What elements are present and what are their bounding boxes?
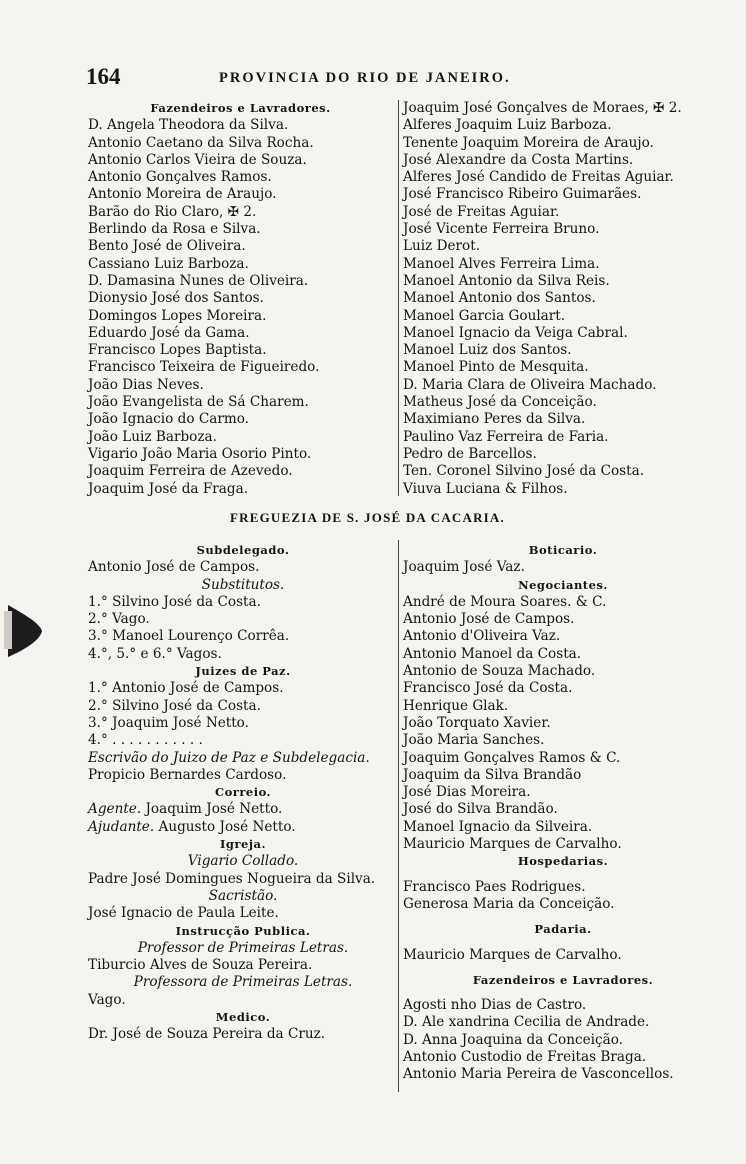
section-heading: Hospedarias. [517, 854, 609, 869]
list-item: Joaquim Ferreira de Azevedo. [88, 463, 293, 480]
list-item: Joaquim da Silva Brandão [403, 766, 582, 783]
page-header [86, 64, 706, 94]
section-heading: Padaria. [534, 922, 592, 937]
list-item: Pedro de Barcellos. [403, 445, 537, 462]
list-item: Tiburcio Alves de Souza Pereira. [88, 957, 313, 974]
subsection-heading: Sacristão. [208, 887, 278, 904]
list-item: Viuva Luciana & Filhos. [403, 480, 568, 497]
list-item: D. Angela Theodora da Silva. [88, 117, 289, 134]
subsection-heading: Professora de Primeiras Letras. [133, 974, 353, 991]
list-item: Alferes José Candido de Freitas Aguiar. [403, 169, 674, 186]
subsection-heading: Vigario Collado. [187, 853, 299, 870]
list-item: Manoel Antonio da Silva Reis. [403, 272, 610, 289]
list-item: José Francisco Ribeiro Guimarães. [403, 186, 642, 203]
section-heading: Correio. [214, 785, 272, 800]
list-item: José Vicente Ferreira Bruno. [403, 221, 600, 238]
list-item: Eduardo José da Gama. [88, 324, 250, 341]
list-item: D. Maria Clara de Oliveira Machado. [403, 376, 657, 393]
list-item: Manoel Antonio dos Santos. [403, 290, 596, 307]
list-item: Cassiano Luiz Barboza. [88, 255, 249, 272]
list-item: José Alexandre da Costa Martins. [403, 151, 634, 168]
spacer [403, 939, 723, 947]
list-item: José Dias Moreira. [403, 784, 531, 801]
role-label: Ajudante. [88, 818, 155, 835]
list-item: Dionysio José dos Santos. [88, 290, 264, 307]
list-item: Manoel Ignacio da Silveira. [403, 818, 593, 835]
top-left-column [88, 100, 393, 498]
list-item: Bento José de Oliveira. [88, 238, 246, 255]
list-item: Antonio Moreira de Araujo. [88, 186, 277, 203]
list-item: João Torquato Xavier. [403, 714, 551, 731]
list-item: Joaquim José da Fraga. [88, 480, 249, 497]
list-item: Vigario João Maria Osorio Pinto. [88, 445, 312, 462]
list-item: Barão do Rio Claro, ✠ 2. [88, 203, 257, 220]
list-item: 3.° Manoel Lourenço Corrêa. [88, 628, 290, 645]
list-item: Propicio Bernardes Cardoso. [88, 766, 287, 783]
list-item: 3.° Joaquim José Netto. [88, 714, 249, 731]
list-item [88, 801, 398, 818]
list-item: 1.° Antonio José de Campos. [88, 680, 284, 697]
column-divider [398, 100, 399, 496]
list-item: 4.° . . . . . . . . . . . [88, 732, 203, 749]
section-heading: Boticario. [528, 543, 598, 557]
list-item: João Maria Sanches. [403, 732, 545, 749]
spacer [403, 989, 723, 997]
list-item: Tenente Joaquim Moreira de Araujo. [403, 134, 654, 151]
list-item: Antonio de Souza Machado. [403, 663, 596, 680]
list-item: Alferes Joaquim Luiz Barboza. [403, 117, 612, 134]
parish-title: FREGUEZIA DE S. JOSÉ DA CACARIA. [230, 510, 505, 525]
list-item: Maximiano Peres da Silva. [403, 411, 586, 428]
running-title: PROVINCIA DO RIO DE JANEIRO. [219, 70, 511, 86]
section-heading: Fazendeiros e Lavradores. [150, 101, 331, 115]
list-item: Antonio d'Oliveira Vaz. [403, 628, 561, 645]
list-item: 1.° Silvino José da Costa. [88, 593, 261, 610]
list-item: 2.° Vago. [88, 611, 150, 628]
list-item: Padre José Domingues Nogueira da Silva. [88, 870, 376, 887]
list-item: Agosti nho Dias de Castro. [403, 997, 587, 1014]
list-item: Antonio José de Campos. [403, 611, 575, 628]
list-item: Manoel Ignacio da Veiga Cabral. [403, 324, 628, 341]
list-item: Antonio Carlos Vieira de Souza. [88, 151, 307, 168]
spacer [403, 964, 723, 972]
parish-left-column [88, 542, 398, 1044]
list-item: Manoel Pinto de Mesquita. [403, 359, 589, 376]
list-item: 2.° Silvino José da Costa. [88, 697, 261, 714]
list-item: Dr. José de Souza Pereira da Cruz. [88, 1026, 326, 1043]
list-item [88, 819, 398, 836]
list-item: João Luiz Barboza. [88, 428, 217, 445]
list-item: Antonio Custodio de Freitas Braga. [403, 1049, 647, 1066]
list-item: Luiz Derot. [403, 238, 481, 255]
section-heading: Medico. [215, 1010, 271, 1025]
list-item: 4.°, 5.° e 6.° Vagos. [88, 645, 222, 662]
subsection-heading: Escrivão do Juizo de Paz e Subdelegacia. [88, 749, 370, 766]
list-item: Joaquim José Vaz. [403, 559, 525, 576]
list-item: Francisco José da Costa. [403, 680, 573, 697]
list-item: Matheus José da Conceição. [403, 394, 597, 411]
list-item: Francisco Paes Rodrigues. [403, 878, 586, 895]
column-divider [398, 540, 399, 1092]
list-item: Joaquim Gonçalves Ramos & C. [403, 749, 621, 766]
list-item: José de Freitas Aguiar. [403, 203, 560, 220]
section-heading: Juizes de Paz. [195, 664, 291, 679]
list-item: Ten. Coronel Silvino José da Costa. [403, 463, 645, 480]
list-item: Manoel Garcia Goulart. [403, 307, 566, 324]
section-heading: Igreja. [220, 837, 266, 852]
list-item: D. Ale xandrina Cecilia de Andrade. [403, 1014, 650, 1031]
list-item: Paulino Vaz Ferreira de Faria. [403, 428, 609, 445]
binding-mark [0, 585, 46, 675]
list-item: Antonio Manoel da Costa. [403, 645, 582, 662]
list-item: Antonio Maria Pereira de Vasconcellos. [403, 1066, 674, 1083]
section-heading: Fazendeiros e Lavradores. [472, 972, 654, 987]
parish-right-column [403, 542, 723, 1084]
top-right-column [403, 100, 723, 498]
list-item: Manoel Luiz dos Santos. [403, 342, 572, 359]
list-item: D. Anna Joaquina da Conceição. [403, 1031, 623, 1048]
list-item: Antonio Gonçalves Ramos. [88, 169, 272, 186]
list-item: Joaquim José Gonçalves de Moraes, ✠ 2. [403, 100, 682, 116]
list-item: Manoel Alves Ferreira Lima. [403, 255, 600, 272]
role-holder: Joaquim José Netto. [145, 801, 283, 818]
list-item: Generosa Maria da Conceição. [403, 895, 615, 912]
spacer [403, 871, 723, 879]
list-item: Domingos Lopes Moreira. [88, 307, 267, 324]
section-heading: Negociantes. [518, 577, 608, 592]
list-item: D. Damasina Nunes de Oliveira. [88, 272, 309, 289]
list-item: Henrique Glak. [403, 697, 509, 714]
role-holder: Augusto José Netto. [158, 818, 296, 835]
list-item: José Ignacio de Paula Leite. [88, 905, 279, 922]
list-item: Mauricio Marques de Carvalho. [403, 946, 622, 963]
list-item: José do Silva Brandão. [403, 801, 558, 818]
subsection-heading: Substitutos. [201, 576, 285, 593]
list-item: Antonio José de Campos. [88, 559, 260, 576]
list-item: Berlindo da Rosa e Silva. [88, 221, 261, 238]
section-heading: Instrucção Publica. [175, 923, 311, 938]
list-item: André de Moura Soares. & C. [403, 593, 607, 610]
list-item: João Dias Neves. [88, 376, 204, 393]
list-item: Antonio Caetano da Silva Rocha. [88, 134, 314, 151]
list-item: João Evangelista de Sá Charem. [88, 394, 309, 411]
list-item: Mauricio Marques de Carvalho. [403, 836, 622, 853]
role-label: Agente. [88, 801, 142, 818]
list-item: Francisco Lopes Baptista. [88, 342, 267, 359]
spacer [403, 913, 723, 921]
subsection-heading: Professor de Primeiras Letras. [137, 939, 349, 956]
list-item: Francisco Teixeira de Figueiredo. [88, 359, 320, 376]
list-item: João Ignacio do Carmo. [88, 411, 250, 428]
page-number: 164 [86, 64, 121, 89]
list-item: Vago. [88, 991, 126, 1008]
section-heading: Subdelegado. [196, 543, 290, 557]
